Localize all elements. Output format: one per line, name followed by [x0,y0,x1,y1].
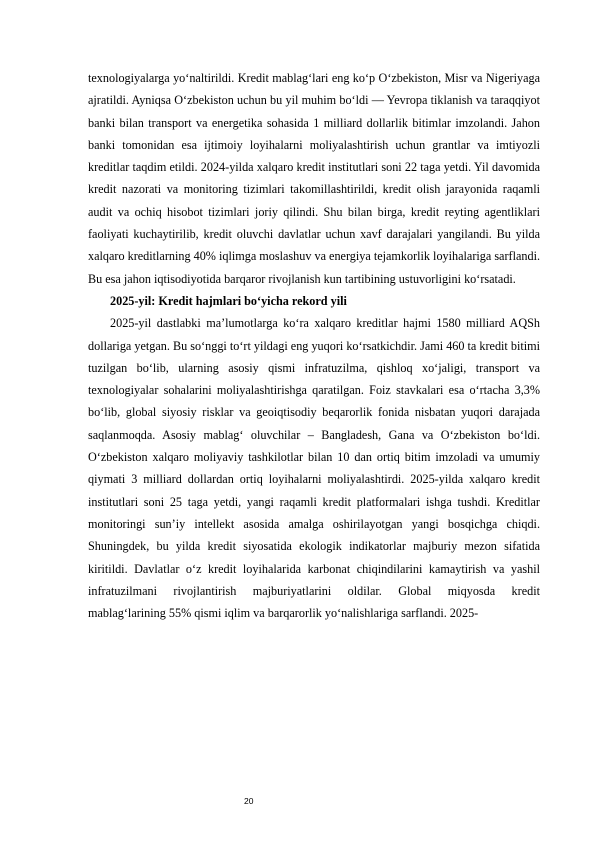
page-number: 20 [244,796,254,806]
section-heading: 2025-yil: Kredit hajmlari bo‘yicha rekord yili [110,293,347,308]
body-paragraph: texnologiyalarga yo‘naltirildi. Kredit mablag‘lari eng ko‘p O‘zbekiston, Misr va Nigeriyaga ajratildi. Ayniqsa O‘zbekiston uchun bu yil muhim bo‘ldi — Yevropa tiklanish va taraqqiyot banki bilan transport va energetika sohasida 1 milliard dollarlik bitimlar imzolandi. Jahon banki tomonidan esa ijtimoiy loyihalarni moliyalashtirish uchun grantlar va imtiyozli kreditlar taqdim etildi. 2024-yilda xalqaro kredit institutlari soni 22 taga yetdi. Yil davomida kredit nazorati va monitoring tizimlari takomillashtirildi, kredit olish jarayonida raqamli audit va ochiq hisobot tizimlari joriy qilindi. Shu bilan birga, kredit reyting agentliklari faoliyati kuchaytirilib, kredit oluvchi davlatlar uchun xavf darajalari yangilandi. Bu yilda xalqaro kreditlarning 40% iqlimga moslashuv va energiya tejamkorlik loyihalariga sarflandi. Bu esa jahon iqtisodiyotida barqaror rivojlanish kun tartibining ustuvorligini ko‘rsatadi. [88,71,540,286]
document-page [88,67,540,624]
body-paragraph: 2025-yil dastlabki ma’lumotlarga ko‘ra xalqaro kreditlar hajmi 1580 milliard AQSh dollariga yetgan. Bu so‘nggi to‘rt yildagi eng yuqori ko‘rsatkichdir. Jami 460 ta kredit bitimi tuzilgan bo‘lib, ularning asosiy qismi infratuzilma, qishloq xo‘jaligi, transport va texnologiyalar sohalarini moliyalashtirishga qaratilgan. Foiz stavkalari esa o‘rtacha 3,3% bo‘lib, global siyosiy risklar va geoiqtisodiy beqarorlik fonida nisbatan yuqori darajada saqlanmoqda. Asosiy mablag‘ oluvchilar – Bangladesh, Gana va O‘zbekiston bo‘ldi. O‘zbekiston xalqaro moliyaviy tashkilotlar bilan 10 dan ortiq bitim imzoladi va umumiy qiymati 3 milliard dollardan ortiq loyihalarni moliyalashtirdi. 2025-yilda xalqaro kredit institutlari soni 25 taga yetdi, yangi raqamli kredit platformalari ishga tushdi. Kreditlar monitoringi sun’iy intellekt asosida amalga oshirilayotgan yangi bosqichga chiqdi. Shuningdek, bu yilda kredit siyosatida ekologik indikatorlar majburiy mezon sifatida kiritildi. Davlatlar o‘z kredit loyihalarida karbonat chiqindilarini kamaytirish va yashil infratuzilmani rivojlantirish majburiyatlarini oldilar. Global miqyosda kredit mablag‘larining 55% qismi iqlim va barqarorlik yo‘nalishlariga sarflandi. 2025- [88,316,540,621]
